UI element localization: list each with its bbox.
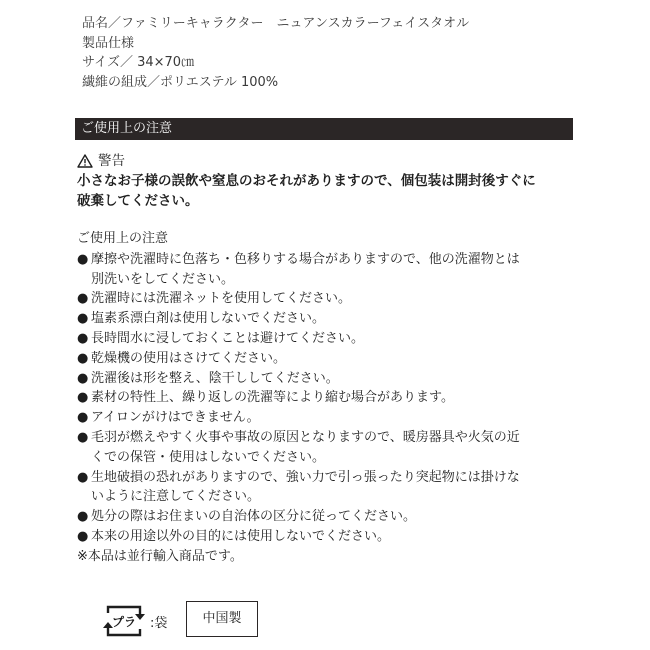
care-item-line: 長時間水に浸しておくことは避けてください。 (91, 330, 365, 346)
care-item (77, 369, 567, 389)
recycle-mark-text: プラ (111, 615, 137, 629)
bullet-dot: ● (77, 410, 89, 426)
care-item (77, 507, 567, 527)
warning-title: 警告 (98, 153, 125, 169)
care-item (77, 329, 567, 349)
care-item (77, 388, 567, 408)
bullet-dot: ● (77, 330, 89, 346)
care-title: ご使用上の注意 (77, 231, 169, 246)
warning-section (77, 151, 577, 211)
care-item-line: 洗濯時には洗濯ネットを使用してください。 (91, 291, 352, 307)
care-item-text (91, 527, 390, 547)
care-item-text (91, 309, 325, 329)
recycle-label (100, 601, 167, 641)
warning-triangle-icon (77, 154, 93, 168)
bullet-dot: ● (77, 251, 89, 267)
care-item-text (91, 289, 351, 309)
care-item-text (91, 408, 260, 428)
care-item-line: 処分の際はお住まいの自治体の区分に従ってください。 (91, 509, 417, 525)
fiber-composition: 繊維の組成／ポリエステル 100% (82, 74, 279, 90)
care-item-line: 乾燥機の使用はさけてください。 (91, 350, 287, 366)
bullet-dot: ● (77, 509, 89, 525)
bullet-dot: ● (77, 429, 89, 445)
country-of-origin-label: 中国製 (202, 611, 242, 626)
bullet-dot: ● (77, 528, 89, 544)
care-item-line: くでの保管・使用はしないでください。 (91, 449, 326, 465)
care-item (77, 289, 567, 309)
bullet-dot: ● (77, 390, 89, 406)
care-item-text (91, 369, 339, 389)
parallel-import-note: ※本品は並行輸入商品です。 (77, 548, 243, 564)
care-item-line: 摩擦や洗濯時に色落ち・色移りする場合がありますので、他の洗濯物とは (91, 251, 520, 267)
bullet-dot: ● (77, 311, 89, 327)
bullet-dot: ● (77, 350, 89, 366)
care-instructions (77, 229, 567, 567)
care-item-line: いように注意してください。 (91, 489, 261, 505)
product-spec (82, 14, 469, 92)
warning-line: 小さなお子様の誤飲や窒息のおそれがありますので、個包装は開封後すぐに (77, 173, 536, 189)
warning-heading (77, 151, 577, 171)
care-item-line: 本来の用途以外の目的には使用しないでください。 (91, 528, 391, 544)
warning-line: 破棄してください。 (77, 193, 199, 209)
care-item-line: 毛羽が燃えやすく火事や事故の原因となりますので、暖房器具や火気の近 (91, 429, 520, 445)
care-item (77, 428, 567, 468)
recycle-material: :袋 (150, 615, 168, 631)
care-item (77, 250, 567, 290)
spec-heading: 製品仕様 (82, 35, 135, 51)
care-item (77, 468, 567, 508)
care-item (77, 408, 567, 428)
care-item (77, 349, 567, 369)
bullet-dot: ● (77, 291, 89, 307)
product-name: 品名／ファミリーキャラクター ニュアンスカラーフェイスタオル (82, 16, 470, 31)
care-item-text (91, 329, 364, 349)
usage-notes-header (75, 118, 573, 140)
care-item-text (91, 250, 520, 290)
product-size: サイズ／ 34×70㎝ (82, 55, 195, 70)
care-list (77, 250, 567, 547)
bullet-dot: ● (77, 370, 89, 386)
care-item-line: アイロンがけはできません。 (91, 410, 260, 426)
care-item-text (91, 428, 520, 468)
care-item-line: 素材の特性上、繰り返しの洗濯等により縮む場合があります。 (91, 390, 454, 406)
care-item-line: 洗濯後は形を整え、陰干ししてください。 (91, 370, 339, 386)
usage-notes-header-label: ご使用上の注意 (81, 121, 173, 136)
bullet-dot: ● (77, 469, 89, 485)
care-item-line: 生地破損の恐れがありますので、強い力で引っ張ったり突起物には掛けな (91, 469, 520, 485)
plastic-recycle-icon (100, 601, 148, 641)
care-item-text (91, 388, 454, 408)
care-item-text (91, 468, 520, 508)
care-item (77, 527, 567, 547)
care-item (77, 309, 567, 329)
care-item-line: 別洗いをしてください。 (91, 271, 235, 287)
care-item-text (91, 507, 416, 527)
country-of-origin (186, 601, 258, 637)
care-item-line: 塩素系漂白剤は使用しないでください。 (91, 311, 326, 327)
care-item-text (91, 349, 286, 369)
